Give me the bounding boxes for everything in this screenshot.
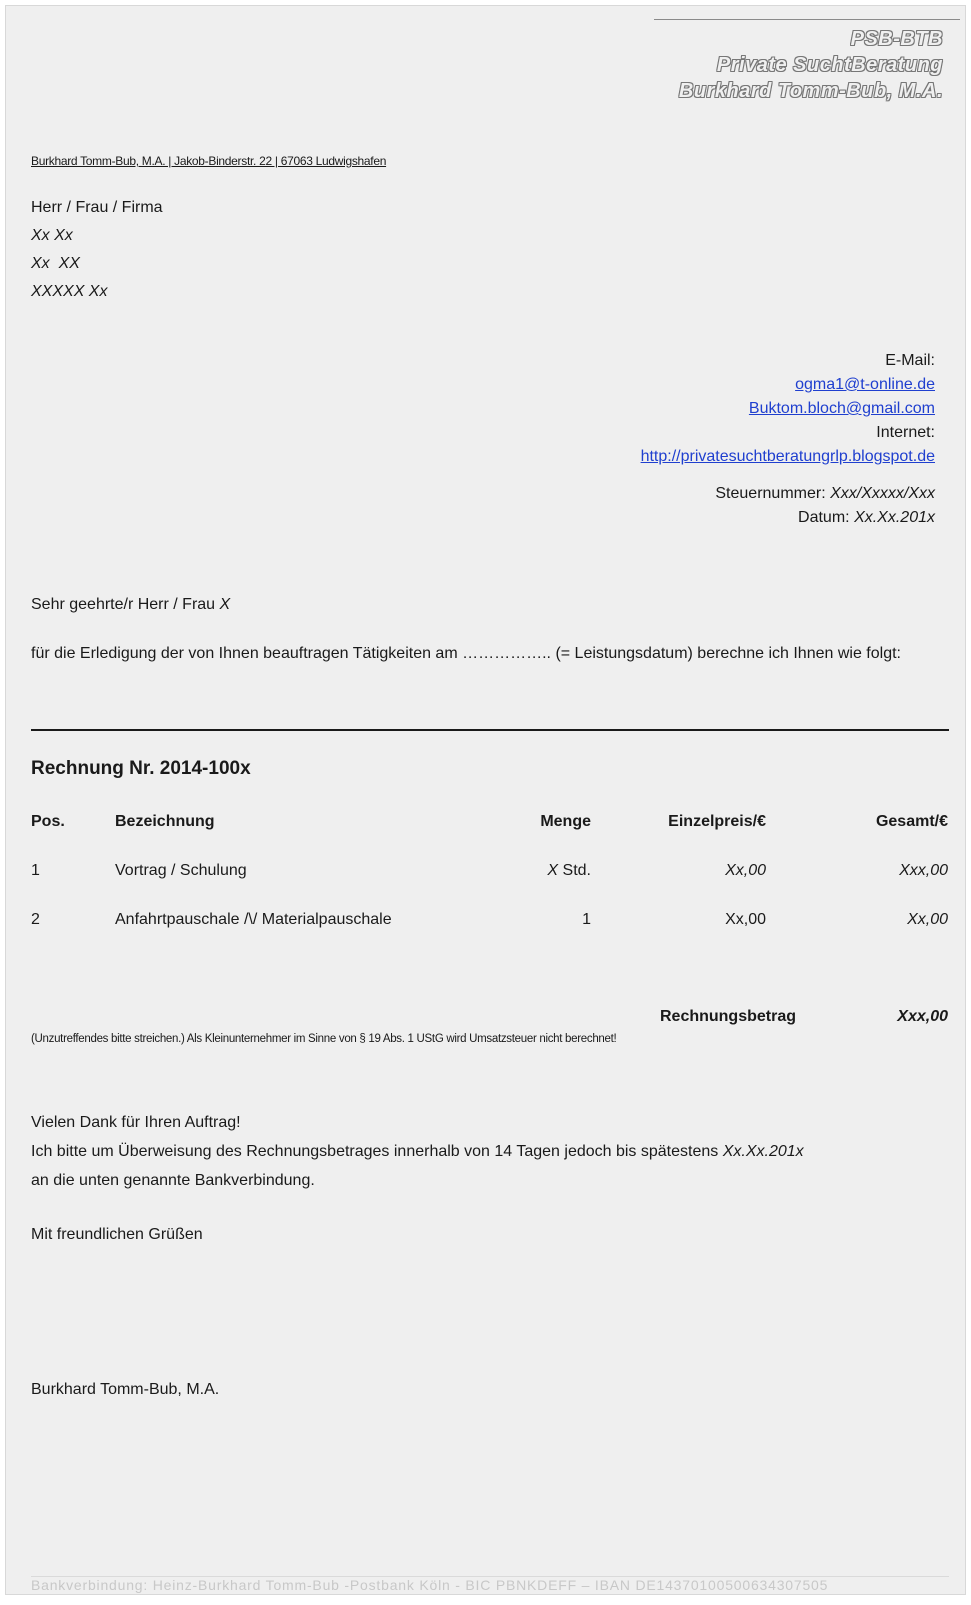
row-1-pos: 1 [31, 862, 40, 879]
header-pos: Pos. [31, 813, 65, 830]
tax-note: (Unzutreffendes bitte streichen.) Als Kleinunternehmer im Sinne von § 19 Abs. 1 UStG wird Umsatzsteuer nicht berechnet! [31, 1033, 617, 1045]
email-label: E-Mail: [885, 352, 935, 369]
header-total: Gesamt/€ [875, 813, 948, 830]
row-1-desc: Vortrag / Schulung [115, 862, 247, 879]
signature-name: Burkhard Tomm-Bub, M.A. [31, 1381, 220, 1398]
invoice-title: Rechnung Nr. 2014-100x [31, 758, 251, 779]
closing-paragraph [31, 1108, 804, 1195]
invoice-sum-value: Xxx,00 [897, 1008, 948, 1025]
row-2-desc: Anfahrtpauschale /\/ Materialpauschale [115, 911, 392, 928]
recipient-line-1: Herr / Frau / Firma [31, 199, 163, 216]
letterhead-logo [679, 26, 943, 104]
row-2-total: Xx,00 [907, 911, 948, 928]
salutation-name: X [219, 596, 231, 613]
header-qty: Menge [540, 813, 591, 830]
recipient-line-3: Xx XX [31, 255, 80, 272]
recipient-line-4: XXXXX Xx [31, 283, 108, 300]
invoice-page [5, 5, 966, 1595]
row-1-total: Xxx,00 [899, 862, 948, 879]
salutation [31, 596, 230, 614]
website-link[interactable]: http://privatesuchtberatungrlp.blogspot.de [640, 448, 935, 465]
row-2-pos: 2 [31, 911, 40, 928]
greeting: Mit freundlichen Grüßen [31, 1226, 203, 1243]
logo-line-2: Private SuchtBeratung [716, 54, 943, 76]
closing-line-2 [31, 1137, 804, 1166]
closing-line-1: Vielen Dank für Ihren Auftrag! [31, 1114, 241, 1131]
bank-details-footer: Bankverbindung: Heinz-Burkhard Tomm-Bub -Postbank Köln - BIC PBNKDEFF – IBAN DE14370100500634307505 [31, 1577, 829, 1593]
section-divider [31, 729, 949, 731]
email-link-1[interactable]: ogma1@t-online.de [795, 376, 935, 393]
contact-block [641, 349, 935, 530]
closing-line-2-text: Ich bitte um Überweisung des Rechnungsbetrages innerhalb von 14 Tagen jedoch bis spätestens [31, 1143, 719, 1160]
internet-label: Internet: [876, 424, 935, 441]
recipient-address [31, 194, 163, 306]
date-value: Xx.Xx.201x [854, 509, 935, 526]
closing-line-3: an die unten genannte Bankverbindung. [31, 1172, 315, 1189]
date-label: Datum: [798, 509, 850, 526]
row-2-qty: 1 [582, 911, 591, 928]
invoice-date [641, 506, 935, 530]
sender-address-line: Burkhard Tomm-Bub, M.A. | Jakob-Binderstr. 22 | 67063 Ludwigshafen [31, 154, 387, 168]
tax-label: Steuernummer: [715, 485, 826, 502]
row-1-qty-unit: Std. [558, 862, 591, 879]
intro-paragraph: für die Erledigung der von Ihnen beauftragen Tätigkeiten am …………….. (= Leistungsdatum) berechne ich Ihnen wie folgt: [31, 645, 901, 662]
invoice-sum-label: Rechnungsbetrag [659, 1008, 796, 1025]
salutation-text: Sehr geehrte/r Herr / Frau [31, 596, 216, 613]
row-1-unit-price: Xx,00 [725, 862, 766, 879]
logo-line-1: PSB-BTB [850, 28, 943, 50]
header-desc: Bezeichnung [115, 813, 215, 830]
header-unit-price: Einzelpreis/€ [668, 813, 766, 830]
payment-due-date: Xx.Xx.201x [722, 1143, 804, 1160]
recipient-line-2: Xx Xx [31, 227, 73, 244]
tax-number [641, 482, 935, 506]
tax-value: Xxx/Xxxxx/Xxx [830, 485, 935, 502]
logo-line-3: Burkhard Tomm-Bub, M.A. [678, 80, 943, 102]
row-1-qty-value: X [547, 862, 559, 879]
row-2-unit-price: Xx,00 [725, 911, 766, 928]
email-link-2[interactable]: Buktom.bloch@gmail.com [748, 400, 935, 417]
letterhead-rule [654, 19, 960, 20]
row-1-qty [486, 862, 591, 880]
